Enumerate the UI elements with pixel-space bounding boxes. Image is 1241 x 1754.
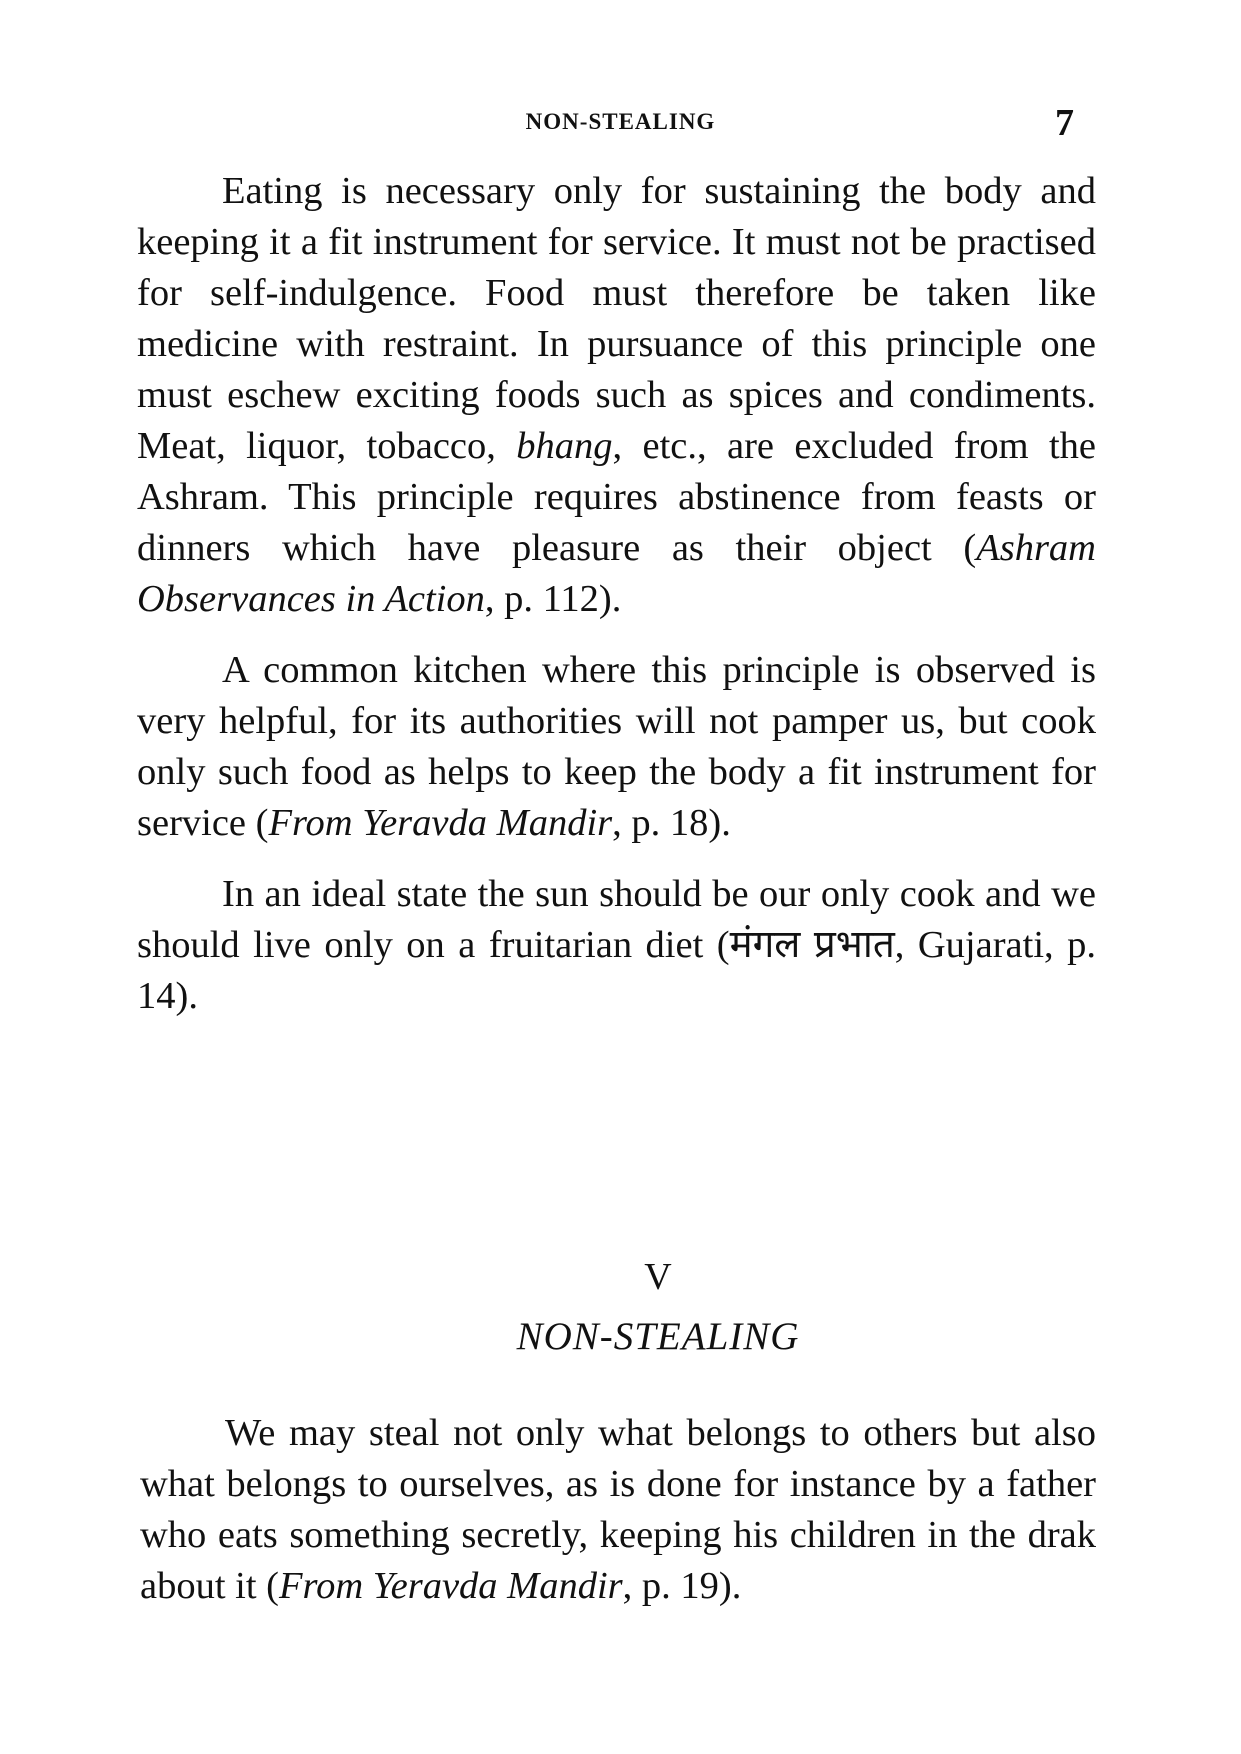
paragraph-text: , etc., are excluded from the Ashram. This principle requires abstinence from feasts or dinners which have pleasure as their object (	[137, 425, 1096, 569]
paragraph-text: A common kitchen where this principle is observed is very helpful, for its authorities will not pamper us, but cook only such food as helps to keep the body a fit instrument for service (	[137, 649, 1096, 844]
paragraph-common-kitchen	[137, 645, 1096, 849]
chapter-title: NON-STEALING	[516, 1315, 800, 1358]
paragraph-text: We may steal not only what belongs to others but also what belongs to ourselves, as is done for instance by a father who eats something secretly, keeping his children in the drak about it (	[140, 1412, 1096, 1607]
body-text	[137, 166, 1096, 1042]
running-head	[0, 101, 1241, 144]
chapter-section	[140, 1252, 1096, 1612]
paragraph-text: In an ideal state the sun should be our only cook and we should live only on a fruitarian diet (मंगल प्रभात, Gujarati, p. 14).	[137, 873, 1096, 1017]
book-citation: Ashram Observances in Action	[137, 527, 1096, 620]
paragraph-text: , p. 18).	[612, 802, 731, 844]
paragraph-text: , p. 112).	[484, 578, 622, 620]
italic-term: bhang	[516, 425, 613, 467]
chapter-number: V	[644, 1256, 672, 1298]
book-citation: From Yeravda Mandir	[279, 1565, 623, 1607]
paragraph-steal	[140, 1408, 1096, 1612]
paragraph-ideal-state	[137, 869, 1096, 1022]
paragraph-eating	[137, 166, 1096, 625]
book-citation: From Yeravda Mandir	[268, 802, 613, 844]
running-title: NON-STEALING	[525, 109, 716, 134]
paragraph-text: , p. 19).	[622, 1565, 742, 1607]
paragraph-text: Eating is necessary only for sustaining the body and keeping it a fit instrument for service. It must not be practised for self-indulgence. Food must therefore be taken like medicine with restraint. In pursuance of this principle one must eschew exciting foods such as spices and condiments. Meat, liquor, tobacco,	[137, 170, 1096, 467]
page-number: 7	[1055, 102, 1074, 144]
